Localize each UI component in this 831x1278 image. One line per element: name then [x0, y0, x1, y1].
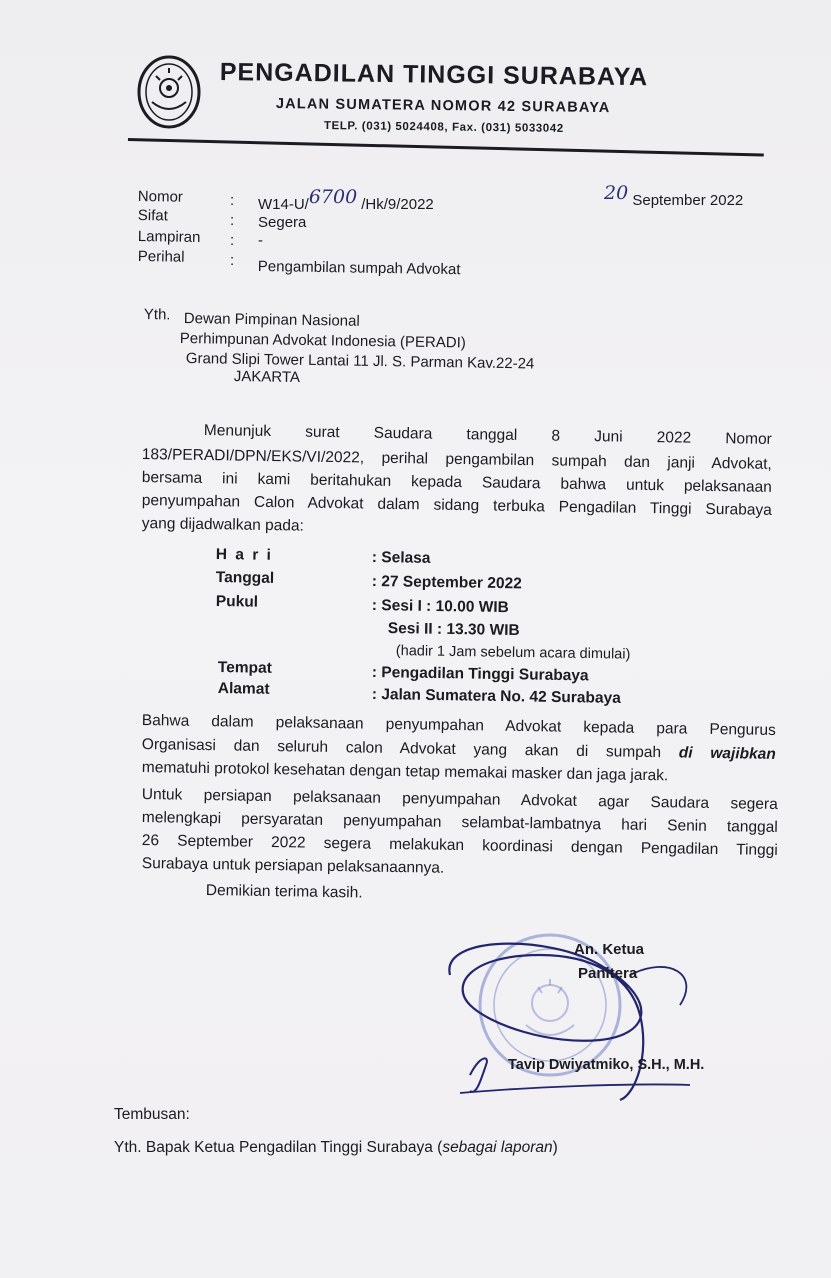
schedule-hari-label: H a r i: [215, 546, 274, 564]
sifat-colon: :: [230, 212, 235, 229]
intro-line-3: bersama ini kami beritahukan kepada Saudara bahwa untuk pelaksanaan: [141, 469, 772, 496]
sifat-value: Segera: [258, 214, 307, 231]
schedule-alamat-label: Alamat: [217, 680, 270, 698]
perihal-value: Pengambilan sumpah Advokat: [257, 258, 461, 279]
date-day-handwritten: 20: [604, 182, 629, 204]
lampiran-value: -: [258, 232, 263, 249]
date-month-year: September 2022: [632, 192, 744, 209]
recipient-line-4: JAKARTA: [233, 368, 301, 387]
lampiran-colon: :: [230, 232, 235, 249]
schedule-tempat-value: : Pengadilan Tinggi Surabaya: [371, 664, 589, 685]
nomor-suffix: /Hk/9/2022: [361, 196, 434, 213]
lampiran-label: Lampiran: [137, 228, 201, 246]
sifat-label: Sifat: [137, 207, 169, 225]
recipient-line-1: Dewan Pimpinan Nasional: [183, 310, 360, 330]
schedule-hari-value: : Selasa: [371, 549, 431, 567]
schedule-tanggal-label: Tanggal: [215, 569, 275, 587]
letterhead-address: JALAN SUMATERA NOMOR 42 SURABAYA: [275, 96, 611, 117]
para2-line-2: Organisasi dan seluruh calon Advokat yang akan di sumpah di wajibkan: [141, 736, 776, 763]
schedule-pukul-label: Pukul: [215, 593, 259, 611]
para3-line-1: Untuk persiapan pelaksanaan penyumpahan Advokat agar Saudara segera: [141, 786, 778, 813]
signature-role: Panitera: [578, 965, 638, 982]
schedule-tanggal-value: : 27 September 2022: [371, 573, 522, 593]
schedule-alamat-value: : Jalan Sumatera No. 42 Surabaya: [371, 686, 621, 707]
letter-date: [604, 182, 744, 209]
intro-line-5: yang dijadwalkan pada:: [141, 515, 304, 535]
nomor-value: [258, 186, 434, 214]
letterhead-divider: [128, 138, 764, 157]
intro-line-4: penyumpahan Calon Advokat dalam sidang terbuka Pengadilan Tinggi Surabaya: [141, 492, 772, 519]
perihal-label: Perihal: [137, 248, 185, 266]
nomor-handwritten: 6700: [308, 186, 358, 208]
para3-line-3: 26 September 2022 segera melakukan koordinasi dengan Pengadilan Tinggi: [141, 832, 778, 859]
para2-line-1: Bahwa dalam pelaksanaan penyumpahan Advokat kepada para Pengurus: [141, 712, 776, 739]
letterhead-title: PENGADILAN TINGGI SURABAYA: [219, 58, 649, 92]
signatory-name: Tavip Dwiyatmiko, S.H., M.H.: [508, 1057, 705, 1073]
para3-line-2: melengkapi persyaratan penyumpahan selambat-lambatnya hari Senin tanggal: [141, 809, 778, 836]
recipient-line-3: Grand Slipi Tower Lantai 11 Jl. S. Parman Kav.22-24: [185, 350, 535, 373]
tembusan-line: Yth. Bapak Ketua Pengadilan Tinggi Surabaya (sebagai laporan): [114, 1139, 558, 1156]
nomor-label: Nomor: [137, 188, 184, 206]
court-emblem-icon: [136, 54, 202, 130]
emphasis-wajibkan: di wajibkan: [678, 744, 776, 763]
recipient-yth: Yth.: [143, 306, 171, 324]
intro-line-1: Menunjuk surat Saudara tanggal 8 Juni 2022 Nomor: [203, 422, 772, 448]
intro-line-2: 183/PERADI/DPN/EKS/VI/2022, perihal pengambilan sumpah dan janji Advokat,: [141, 446, 772, 473]
schedule-pukul-session-2: Sesi II : 13.30 WIB: [387, 620, 520, 640]
signature-an-ketua: An. Ketua: [574, 941, 645, 958]
para2-line-3: mematuhi protokol kesehatan dengan tetap memakai masker dan jaga jarak.: [141, 759, 669, 785]
closing-text: Demikian terima kasih.: [205, 882, 363, 902]
recipient-line-2: Perhimpunan Advokat Indonesia (PERADI): [179, 330, 466, 352]
nomor-prefix: W14-U/: [258, 196, 309, 213]
para3-line-4: Surabaya untuk persiapan pelaksanaannya.: [141, 855, 445, 877]
tembusan-label: Tembusan:: [114, 1106, 190, 1123]
nomor-colon: :: [230, 192, 235, 209]
perihal-colon: :: [230, 252, 235, 269]
signature-block: [430, 915, 760, 1105]
letterhead-phone: TELP. (031) 5024408, Fax. (031) 5033042: [323, 120, 564, 135]
tembusan-note: sebagai laporan: [442, 1139, 553, 1156]
schedule-tempat-label: Tempat: [217, 659, 272, 677]
schedule-pukul-note: (hadir 1 Jam sebelum acara dimulai): [395, 643, 631, 663]
schedule-pukul-session-1: : Sesi I : 10.00 WIB: [371, 597, 509, 617]
